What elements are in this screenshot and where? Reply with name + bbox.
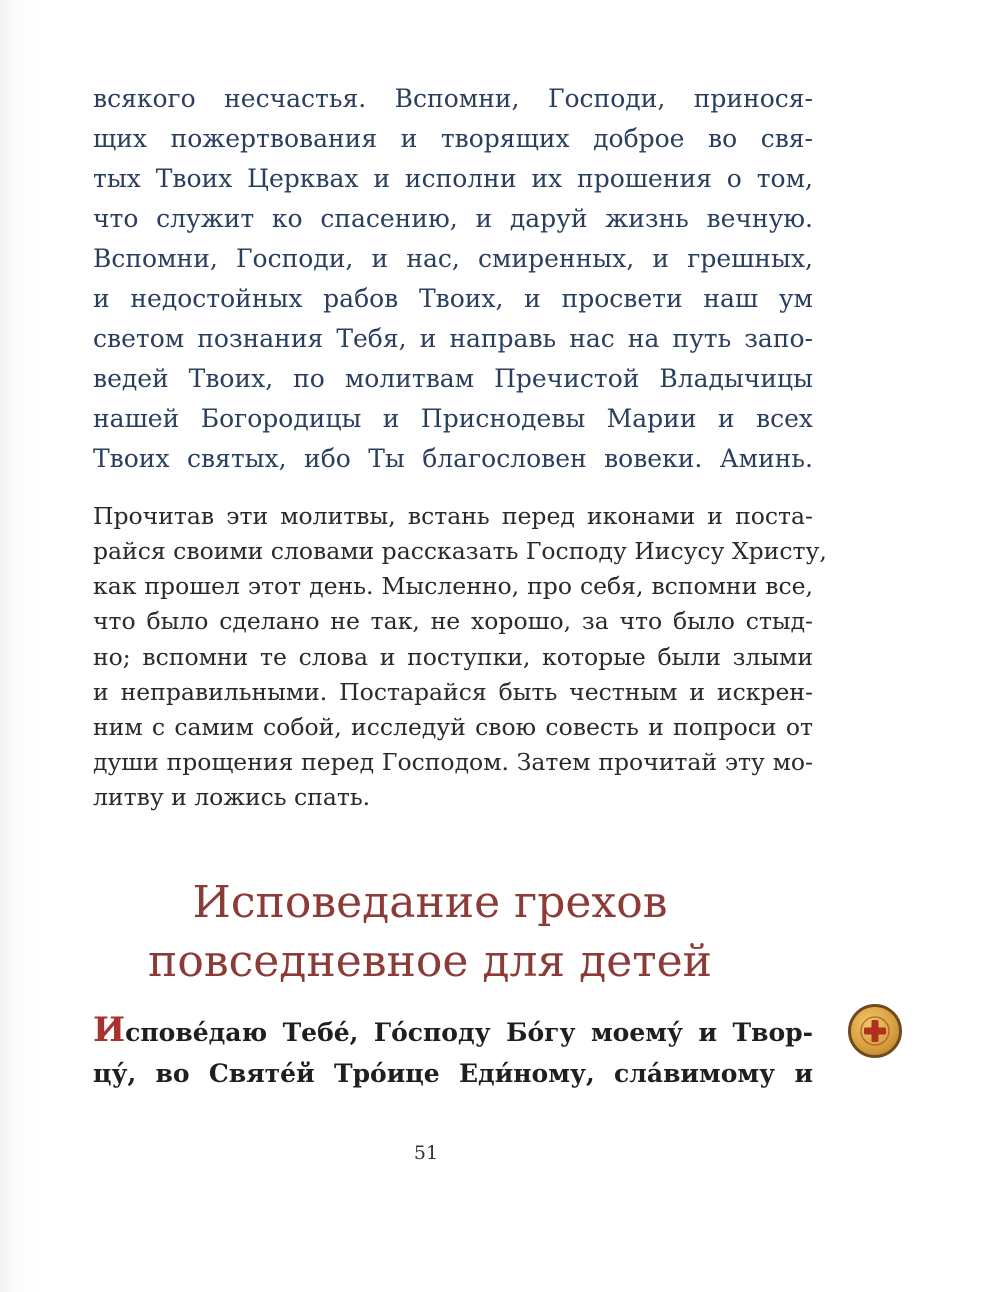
confession-line-1 (93, 1012, 813, 1048)
instruction-line-9: литву и ложись спать. (93, 783, 371, 811)
instruction-line-1: Прочитав эти молитвы, встань перед иконами и поста- (93, 502, 813, 530)
page-number: 51 (413, 1142, 439, 1164)
confession-line-1-text: спове́даю Тебе́, Го́споду Бо́гу моему́ и Твор- (125, 1018, 813, 1047)
instruction-line-6: и неправильными. Постарайся быть честным и искрен- (93, 678, 813, 706)
section-heading-line-1: Исповедание грехов (192, 877, 668, 928)
prayer-line-7: светом познания Тебя, и направь нас на путь запо- (93, 324, 813, 353)
cross-badge-icon (848, 1004, 902, 1058)
prayer-line-3: тых Твоих Церквах и исполни их прошения о том, (93, 164, 813, 193)
prayer-line-1: всякого несчастья. Вспомни, Господи, принося- (93, 84, 813, 113)
prayer-line-6: и недостойных рабов Твоих, и просвети наш ум (93, 284, 813, 313)
instruction-line-3: как прошел этот день. Мысленно, про себя, вспомни все, (93, 572, 813, 600)
prayer-line-9: нашей Богородицы и Приснодевы Марии и всех (93, 404, 813, 433)
prayer-line-4: что служит ко спасению, и даруй жизнь вечную. (93, 204, 813, 233)
instruction-line-5: но; вспомни те слова и поступки, которые были злыми (93, 643, 813, 671)
drop-initial: И (93, 1010, 126, 1050)
instruction-line-4: что было сделано не так, не хорошо, за что было стыд- (93, 607, 813, 635)
instruction-line-7: ним с самим собой, исследуй свою совесть и попроси от (93, 713, 813, 741)
instruction-line-8: души прощения перед Господом. Затем прочитай эту мо- (93, 748, 813, 776)
prayer-line-8: ведей Твоих, по молитвам Пречистой Владычицы (93, 364, 813, 393)
confession-line-2: цу́, во Святе́й Тро́ице Еди́ному, сла́вимому и (93, 1059, 813, 1088)
prayer-line-2: щих пожертвования и творящих доброе во свя- (93, 124, 813, 153)
instruction-line-2: райся своими словами рассказать Господу Иисусу Христу, (93, 537, 827, 565)
prayer-line-10: Твоих святых, ибо Ты благословен вовеки. Аминь. (93, 444, 813, 473)
prayer-line-5: Вспомни, Господи, и нас, смиренных, и грешных, (93, 244, 813, 273)
section-heading-line-2: повседневное для детей (148, 936, 712, 987)
cross-icon (851, 1007, 899, 1055)
